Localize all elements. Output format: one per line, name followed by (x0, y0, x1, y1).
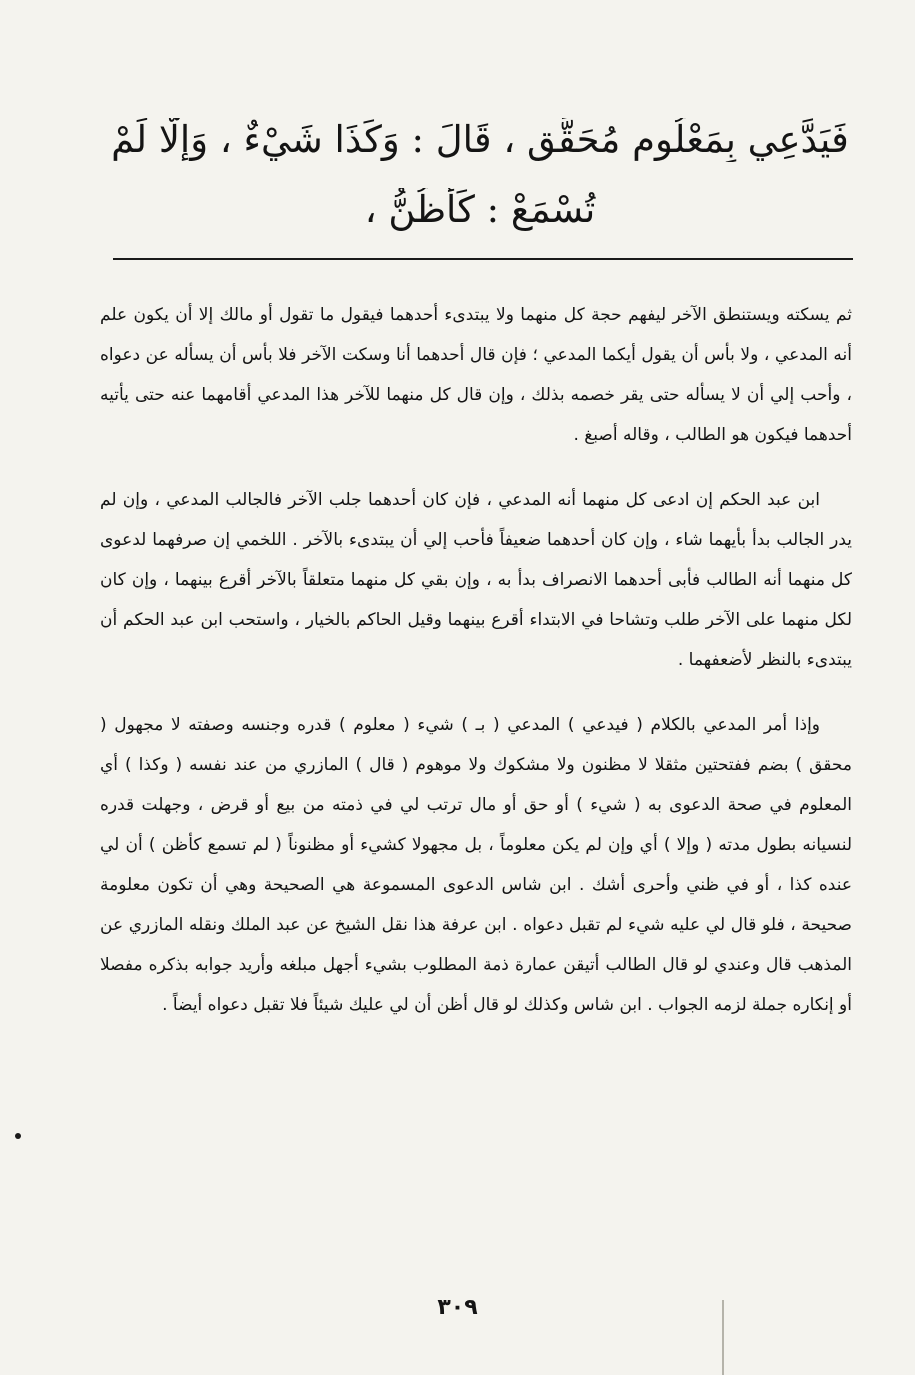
page-number: ٣٠٩ (437, 1295, 478, 1320)
commentary-paragraph-2: ابن عبد الحكم إن ادعى كل منهما أنه المدعي ، فإن كان أحدهما جلب الآخر فالجالب المدعي ، وإن لم يدر الجالب بدأ بأيهما شاء ، وإن كان أحدهما ضعيفاً فأحب إلي أن يبتدىء بالآخر . اللخمي إن صرفهما لدعوى كل منهما أنه الطالب فأبى أحدهما الانصراف بدأ به ، وإن بقي كل منهما متعلقاً بالآخر أقرع بينهما ، وإن كان لكل منهما على الآخر طلب وتشاحا في الابتداء أقرع بينهما وقيل الحاكم بالخيار ، واستحب ابن عبد الحكم أن يبتدىء بالنظر لأضعفهما . (100, 490, 852, 670)
commentary-body (100, 295, 852, 1050)
commentary-paragraph-3: وإذا أمر المدعي بالكلام ( فيدعي ) المدعي ( بـ ) شيء ( معلوم ) قدره وجنسه وصفته لا مجهول ( محقق ) بضم ففتحتين مثقلا لا مظنون ولا مشكوك ولا موهوم ( قال ) المازري من عند نفسه ( وكذا ) أي المعلوم في صحة الدعوى به ( شيء ) أو حق أو مال ترتب لي في ذمته من بيع أو قرض ، وجهلت قدره لنسيانه بطول مدته ( وإلا ) أي وإن لم يكن معلوماً ، بل مجهولا كشيء أو مظنوناً ( لم تسمع كأظن ) أن لي عنده كذا ، أو في ظني وأحرى أشك . ابن شاس الدعوى المسموعة هي الصحيحة وهي أن تكون معلومة صحيحة ، فلو قال لي عليه شيء لم تقبل دعواه . ابن عرفة هذا نقل الشيخ عن عبد الملك ونقله المازري عن المذهب قال وعندي لو قال الطالب أتيقن عمارة ذمة المطلوب بشيء أجهل مبلغه وأريد جوابه بذكره مفصلا أو إنكاره جملة لزمه الجواب . ابن شاس وكذلك لو قال أظن أن لي عليك شيئاً فلا تقبل دعواه أيضاً . (100, 715, 852, 1015)
verse-line-1: فَيَدَّعِي بِمَعْلُومٍ مُحَقَّقِ ، قَالَ : وَكَذَا شَيْءٌ ، وَإِلَّا لَمْ (111, 118, 849, 161)
verse-line-2: تُسْمَعْ : كَأَظُنُّ ، (364, 188, 596, 231)
header-divider (113, 258, 853, 260)
ink-speck (15, 1133, 21, 1139)
commentary-paragraph-1: ثم يسكته ويستنطق الآخر ليفهم حجة كل منهما ولا يبتدىء أحدهما فيقول ما تقول أو مالك إلا أن يكون علم أنه المدعي ، ولا بأس أن يقول أيكما المدعي ؛ فإن قال أحدهما أنا وسكت الآخر فلا بأس أن يسأله عن دعواه ، وأحب إلي أن لا يسأله حتى يقر خصمه بذلك ، وإن قال كل منهما للآخر هذا المدعي أقامهما عنه حتى يأتيه أحدهما فيكون هو الطالب ، وقاله أصبغ . (100, 305, 852, 445)
page-fold-line (722, 1300, 724, 1375)
